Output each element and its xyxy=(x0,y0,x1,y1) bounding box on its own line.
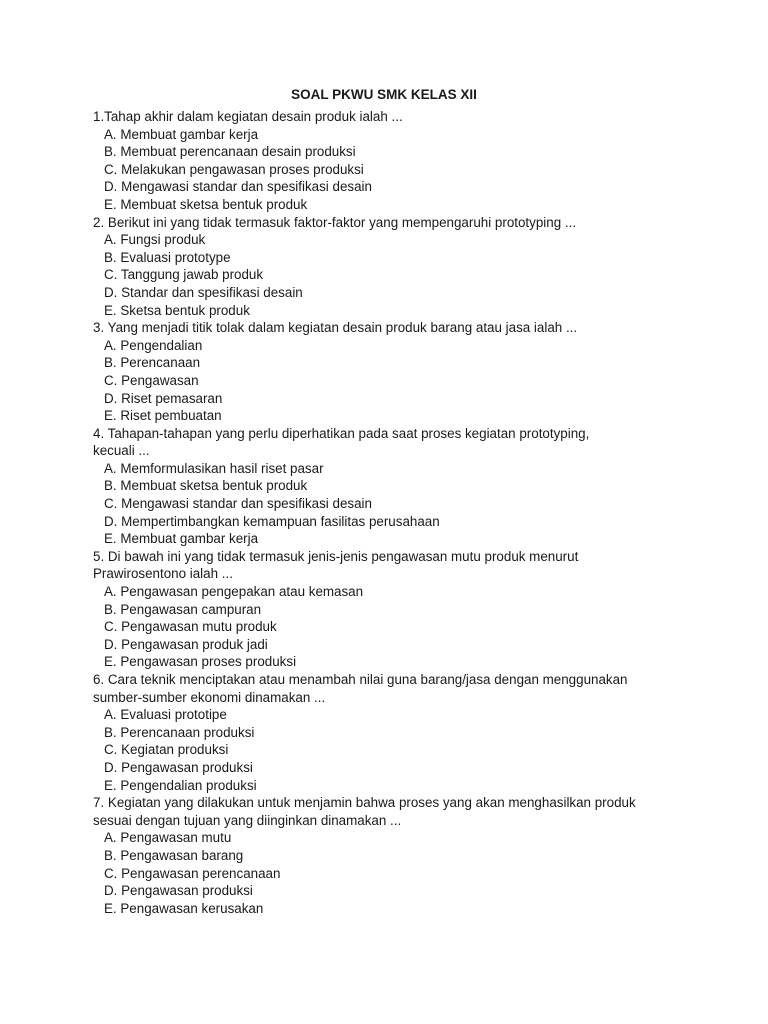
option-d: D. Pengawasan produksi xyxy=(104,759,253,775)
question-text-line-2: sumber-sumber ekonomi dinamakan ... xyxy=(93,689,326,705)
question-text-line-1: 4. Tahapan-tahapan yang perlu diperhatikan pada saat proses kegiatan prototyping, xyxy=(93,425,590,441)
option-d: D. Pengawasan produk jadi xyxy=(104,636,268,652)
answer-options xyxy=(93,337,693,425)
answer-options xyxy=(93,126,693,214)
option-a: A. Fungsi produk xyxy=(104,232,206,248)
option-d: D. Mempertimbangkan kemampuan fasilitas perusahaan xyxy=(104,513,440,529)
question-3 xyxy=(93,319,693,425)
option-e: E. Riset pembuatan xyxy=(104,408,222,424)
option-b: B. Evaluasi prototype xyxy=(104,249,231,265)
option-a: A. Evaluasi prototipe xyxy=(104,707,227,723)
option-a: A. Membuat gambar kerja xyxy=(104,126,259,142)
option-b: B. Pengawasan campuran xyxy=(104,601,262,617)
option-c: C. Tanggung jawab produk xyxy=(104,267,264,283)
question-1 xyxy=(93,108,693,214)
option-c: C. Pengawasan xyxy=(104,372,199,388)
question-text-line-2: sesuai dengan tujuan yang diinginkan dinamakan ... xyxy=(93,812,402,828)
option-e: E. Pengawasan proses produksi xyxy=(104,654,297,670)
option-e: E. Pengendalian produksi xyxy=(104,777,257,793)
question-text-line-1: 6. Cara teknik menciptakan atau menambah nilai guna barang/jasa dengan menggunakan xyxy=(93,672,628,687)
option-d: D. Mengawasi standar dan spesifikasi desain xyxy=(104,179,372,195)
option-d: D. Riset pemasaran xyxy=(104,390,223,406)
question-6 xyxy=(93,671,693,794)
option-e: E. Membuat sketsa bentuk produk xyxy=(104,196,308,212)
answer-options xyxy=(93,706,693,794)
question-text-line-1: 5. Di bawah ini yang tidak termasuk jenis-jenis pengawasan mutu produk menurut xyxy=(93,548,579,564)
question-text: 3. Yang menjadi titik tolak dalam kegiatan desain produk barang atau jasa ialah ... xyxy=(93,320,578,336)
option-d: D. Standar dan spesifikasi desain xyxy=(104,284,303,300)
option-e: E. Membuat gambar kerja xyxy=(104,531,259,547)
question-text-line-2: Prawirosentono ialah ... xyxy=(93,566,233,582)
option-b: B. Perencanaan xyxy=(104,355,201,371)
option-a: A. Memformulasikan hasil riset pasar xyxy=(104,460,324,476)
question-text: 2. Berikut ini yang tidak termasuk faktor-faktor yang mempengaruhi prototyping ... xyxy=(93,214,577,230)
question-7 xyxy=(93,794,693,917)
answer-options xyxy=(93,583,693,671)
option-b: B. Membuat sketsa bentuk produk xyxy=(104,478,308,494)
page-title: SOAL PKWU SMK KELAS XII xyxy=(291,87,477,102)
question-text: 1.Tahap akhir dalam kegiatan desain produk ialah ... xyxy=(93,109,403,124)
option-b: B. Membuat perencanaan desain produksi xyxy=(104,144,356,160)
option-a: A. Pengawasan pengepakan atau kemasan xyxy=(104,584,364,600)
option-c: C. Mengawasi standar dan spesifikasi desain xyxy=(104,496,372,512)
question-5 xyxy=(93,548,693,671)
answer-options xyxy=(93,231,693,319)
option-e: E. Sketsa bentuk produk xyxy=(104,302,250,318)
question-text-line-2: kecuali ... xyxy=(93,443,150,459)
option-d: D. Pengawasan produksi xyxy=(104,883,253,899)
option-b: B. Perencanaan produksi xyxy=(104,724,255,740)
option-b: B. Pengawasan barang xyxy=(104,847,244,863)
option-e: E. Pengawasan kerusakan xyxy=(104,900,264,916)
option-c: C. Kegiatan produksi xyxy=(104,742,229,758)
answer-options xyxy=(93,460,693,548)
question-4 xyxy=(93,425,693,548)
option-a: A. Pengendalian xyxy=(104,337,203,353)
option-c: C. Melakukan pengawasan proses produksi xyxy=(104,161,364,177)
question-list xyxy=(93,108,693,917)
option-c: C. Pengawasan mutu produk xyxy=(104,619,277,635)
option-a: A. Pengawasan mutu xyxy=(104,830,232,846)
answer-options xyxy=(93,829,693,917)
option-c: C. Pengawasan perencanaan xyxy=(104,865,281,881)
question-text-line-1: 7. Kegiatan yang dilakukan untuk menjamin bahwa proses yang akan menghasilkan produk xyxy=(93,795,636,811)
question-2 xyxy=(93,214,693,320)
